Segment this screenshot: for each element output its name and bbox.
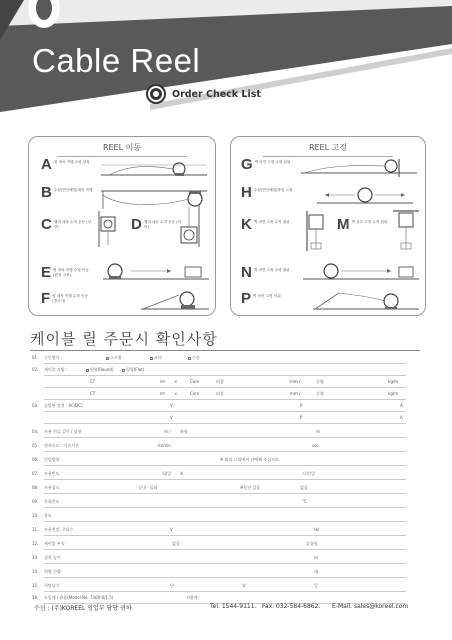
input-line[interactable] bbox=[44, 411, 406, 412]
unit-label: ※분진 있음 bbox=[240, 485, 261, 490]
item-label: 평 대차 직행 수평 왕복 bbox=[53, 160, 90, 164]
row-number: 10. bbox=[32, 513, 39, 518]
unit-label: P bbox=[300, 403, 303, 408]
unit-label: 실내 · 실외 bbox=[138, 485, 158, 490]
unit-label: ※ 위의 그림에서 선택해 주십시오. bbox=[220, 457, 280, 462]
unit-label: V bbox=[170, 527, 173, 532]
form-row-speed bbox=[30, 442, 420, 453]
illustration-h bbox=[315, 183, 415, 207]
unit-label: 지합예 : bbox=[186, 595, 201, 600]
row-number: 01. bbox=[32, 355, 39, 360]
row-label: 도입예 / 용품(Model No. 7300-6/1.5) bbox=[44, 595, 114, 600]
unit-label: 하향 bbox=[180, 429, 188, 434]
fax: Fax. 032-584-6862. bbox=[262, 603, 321, 610]
illustration-f bbox=[139, 285, 211, 311]
reel-item-b[interactable] bbox=[41, 185, 94, 200]
illustration-g bbox=[299, 157, 419, 179]
option-motor[interactable]: 모터 bbox=[150, 355, 162, 361]
unit-label: V bbox=[170, 415, 173, 420]
form-row-location bbox=[30, 484, 420, 495]
item-label: 벽 차면 고정 수직 원위 bbox=[253, 220, 290, 224]
row-label: 사용빈도 bbox=[44, 471, 60, 476]
reel-item-p[interactable] bbox=[241, 291, 293, 306]
illustration-e bbox=[101, 261, 211, 283]
form-row-direction bbox=[30, 456, 420, 467]
checkbox[interactable] bbox=[106, 357, 109, 360]
unit-label: °C bbox=[302, 499, 307, 504]
item-label: 행대 대차 수직 운동 (하단) bbox=[143, 220, 182, 229]
unit-label: 월 bbox=[242, 583, 246, 588]
unit-label: mm / bbox=[290, 391, 301, 396]
row-label: 케이블 부속 bbox=[44, 541, 65, 546]
item-label: 벽 상부 고정 수직 원위 bbox=[351, 220, 388, 224]
input-line[interactable] bbox=[44, 479, 406, 480]
row-label: 용도 bbox=[44, 513, 52, 518]
reel-item-e[interactable] bbox=[41, 265, 93, 280]
unit-label: A bbox=[400, 415, 403, 420]
divider bbox=[30, 350, 420, 351]
unit-label: 시간/일 bbox=[302, 471, 315, 476]
row-number: 11. bbox=[32, 527, 39, 532]
checklist-heading: 케이블 릴 주문시 확인사항 bbox=[30, 330, 218, 348]
unit-label: kg/m bbox=[388, 391, 399, 396]
checkbox[interactable] bbox=[122, 369, 125, 372]
row-label: 정격속도 : 가속시간 bbox=[44, 443, 79, 448]
illustration-p bbox=[311, 285, 421, 311]
item-letter: E bbox=[41, 264, 52, 281]
reel-fix-panel bbox=[230, 136, 426, 316]
item-letter: B bbox=[41, 184, 52, 201]
item-letter: P bbox=[241, 290, 252, 307]
unit-label: 대 bbox=[314, 569, 318, 574]
reel-item-m[interactable] bbox=[337, 217, 392, 232]
row-number: 08. bbox=[32, 485, 39, 490]
form-row-delivery bbox=[30, 582, 420, 593]
input-line[interactable] bbox=[44, 375, 406, 376]
unit-label: sec bbox=[312, 443, 319, 448]
input-line[interactable] bbox=[44, 563, 406, 564]
unit-label: 일 bbox=[314, 583, 318, 588]
input-line[interactable] bbox=[44, 451, 406, 452]
unit-label: 외경 bbox=[216, 379, 224, 384]
item-label: 벽 차면 고정 수평 원위 bbox=[253, 268, 290, 272]
checkbox[interactable] bbox=[188, 357, 191, 360]
form-row-accessory bbox=[30, 540, 420, 551]
input-line[interactable] bbox=[44, 465, 406, 466]
header-banner bbox=[0, 0, 452, 112]
reel-item-a[interactable] bbox=[41, 157, 94, 172]
input-line[interactable] bbox=[44, 577, 406, 578]
item-label: 평 대차 직행 수평 이동(원점 고정) bbox=[53, 268, 89, 277]
item-label: 수평(연선배열)대차 직행 bbox=[53, 188, 93, 192]
item-letter: D bbox=[131, 216, 142, 233]
item-letter: K bbox=[241, 216, 252, 233]
illustration-d bbox=[177, 203, 207, 249]
input-line[interactable] bbox=[44, 437, 406, 438]
option-manual[interactable]: 수동 bbox=[188, 355, 200, 361]
row-label: 주위온도 bbox=[44, 499, 60, 504]
reel-move-panel bbox=[28, 136, 216, 316]
unit-label: m bbox=[316, 429, 320, 434]
unit-label: kg/m bbox=[388, 379, 399, 384]
form-row-length bbox=[30, 428, 420, 439]
form-row-ct-1 bbox=[30, 378, 420, 389]
row-label: 구동방식 : bbox=[44, 355, 63, 360]
illustration-k bbox=[303, 209, 333, 253]
illustration-n bbox=[301, 259, 421, 283]
row-number: 13. bbox=[32, 555, 39, 560]
row-label: 사용 전류 길이 / 상향 bbox=[44, 429, 82, 434]
subtitle-group bbox=[148, 86, 261, 102]
item-letter: A bbox=[41, 156, 52, 173]
unit-label: m/min bbox=[158, 443, 171, 448]
unit-label: P bbox=[300, 415, 303, 420]
checkbox[interactable] bbox=[150, 357, 153, 360]
item-letter: M bbox=[337, 216, 350, 233]
checkbox[interactable] bbox=[86, 369, 89, 372]
illustration-m bbox=[391, 207, 421, 253]
unit-label: 중량 bbox=[316, 391, 324, 396]
unit-label: 없음 : bbox=[172, 541, 183, 546]
item-letter: H bbox=[241, 184, 252, 201]
unit-label: 없음 bbox=[300, 485, 308, 490]
input-line[interactable] bbox=[44, 591, 406, 592]
unit-label: 외경 bbox=[216, 391, 224, 396]
page-subtitle: Order Check List bbox=[172, 88, 261, 100]
item-label: 평 대차 직행 수평 이동(경사지) bbox=[52, 294, 88, 303]
unit-label: m² bbox=[160, 391, 166, 396]
unit-label: × bbox=[174, 379, 178, 384]
unit-label: V bbox=[170, 403, 173, 408]
row-label: 희망납기 bbox=[44, 583, 60, 588]
unit-label: mm / bbox=[290, 379, 301, 384]
row-number: 04. bbox=[32, 429, 39, 434]
unit-label: 중량 bbox=[316, 379, 324, 384]
reel-item-k[interactable] bbox=[241, 217, 294, 232]
unit-label: 슬립링 bbox=[306, 541, 318, 546]
page-title: Cable Reel bbox=[32, 42, 201, 79]
form-row-cable bbox=[30, 366, 420, 377]
input-line[interactable] bbox=[44, 399, 406, 400]
form-row-ct-2 bbox=[30, 390, 420, 401]
row-number: 03. bbox=[32, 403, 39, 408]
input-line[interactable] bbox=[44, 535, 406, 536]
input-line[interactable] bbox=[44, 363, 406, 364]
unit-label: 년 bbox=[170, 583, 174, 588]
item-letter: C bbox=[41, 216, 52, 233]
row-number: 16. bbox=[32, 595, 39, 600]
form-row-temperature bbox=[30, 498, 420, 509]
input-line[interactable] bbox=[44, 549, 406, 550]
unit-label: ※ bbox=[180, 471, 184, 476]
form-row-height bbox=[30, 554, 420, 565]
row-number: 14. bbox=[32, 569, 39, 574]
form-row-quantity bbox=[30, 568, 420, 579]
row-label: CT bbox=[90, 391, 96, 396]
item-label: 행대 대차 수직 운동 (상단) bbox=[53, 220, 92, 229]
form-row-frequency bbox=[30, 470, 420, 481]
item-letter: G bbox=[241, 156, 253, 173]
row-label: CT bbox=[90, 379, 96, 384]
row-number: 09. bbox=[32, 499, 39, 504]
option-spring[interactable]: 스프링 bbox=[106, 355, 122, 361]
form-row-rating bbox=[30, 402, 420, 413]
item-label: 벽 차면 고정 인위 bbox=[253, 294, 281, 298]
input-line[interactable] bbox=[44, 507, 406, 508]
reel-item-c[interactable] bbox=[41, 217, 94, 232]
form-row-voltage bbox=[30, 526, 420, 537]
panel-heading: REEL 고정 bbox=[231, 142, 425, 157]
row-label: 승압된 정격 : AC/DC) bbox=[44, 403, 83, 408]
row-number: 15. bbox=[32, 583, 39, 588]
reel-item-d[interactable] bbox=[131, 217, 184, 232]
form-row-purpose bbox=[30, 512, 420, 523]
row-number: 12. bbox=[32, 541, 39, 546]
email-link[interactable]: E-Mail. sales@koreel.com bbox=[332, 603, 409, 610]
option-round[interactable]: 원형(Round) bbox=[86, 367, 114, 373]
illustration-a bbox=[99, 161, 209, 181]
option-flat[interactable]: 평형(Flat) bbox=[122, 367, 144, 373]
unit-label: Core bbox=[190, 379, 200, 384]
unit-label: Hz bbox=[314, 527, 320, 532]
unit-label: Core bbox=[190, 391, 200, 396]
input-line[interactable] bbox=[44, 387, 406, 388]
illustration-c bbox=[95, 209, 125, 249]
row-number: 07. bbox=[32, 471, 39, 476]
item-label: 수평(연선배열)중앙 고정 bbox=[253, 188, 293, 192]
row-label: 사용장소 bbox=[44, 485, 60, 490]
row-number: 06. bbox=[32, 457, 39, 462]
unit-label: A bbox=[400, 403, 403, 408]
row-label: 케이블 사양 : bbox=[44, 367, 68, 372]
item-label: 벽 차면 고정 수평 원위 bbox=[254, 160, 291, 164]
reel-item-n[interactable] bbox=[241, 265, 294, 280]
telephone: Tel. 1544-9111. bbox=[210, 603, 257, 610]
panel-heading: REEL 이동 bbox=[29, 142, 215, 157]
reel-item-f[interactable] bbox=[41, 291, 92, 306]
row-label: 인입방향 bbox=[44, 457, 60, 462]
unit-label: × bbox=[174, 391, 178, 396]
recipient: 수신 : (주)KOREEL 영업부 담당 귀하 bbox=[34, 605, 132, 612]
reel-item-h[interactable] bbox=[241, 185, 294, 200]
unit-label: m bbox=[314, 555, 318, 560]
reel-item-g[interactable] bbox=[241, 157, 295, 172]
target-icon bbox=[148, 86, 164, 102]
form-row-drive bbox=[30, 354, 420, 365]
form-row-rating-2 bbox=[30, 414, 420, 425]
unit-label: m / bbox=[164, 429, 171, 434]
row-label: 설치 높이 bbox=[44, 555, 61, 560]
row-number: 05. bbox=[32, 443, 39, 448]
unit-label: 회/일 bbox=[162, 471, 172, 476]
row-number: 02. bbox=[32, 367, 39, 372]
input-line[interactable] bbox=[44, 423, 406, 424]
item-letter: F bbox=[41, 290, 51, 307]
unit-label: m² bbox=[160, 379, 166, 384]
row-label: 사용전압, 주파수 bbox=[44, 527, 74, 532]
input-line[interactable] bbox=[44, 493, 406, 494]
row-label: 희망 수량 bbox=[44, 569, 61, 574]
input-line[interactable] bbox=[44, 521, 406, 522]
item-letter: N bbox=[241, 264, 252, 281]
